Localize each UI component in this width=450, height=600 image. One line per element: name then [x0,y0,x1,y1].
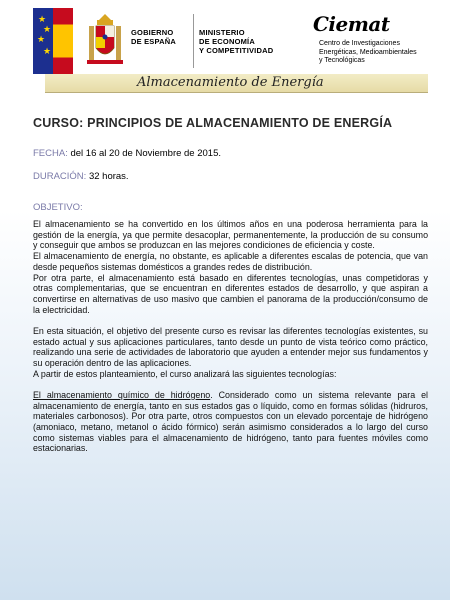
paragraph-5: A partir de estos planteamiento, el curso analizará las siguientes tecnologías: [33,368,337,379]
date-row [33,148,428,159]
government-label [131,28,176,46]
ciemat-logo: Ciemat [313,12,390,36]
ministry-line-3: Y COMPETITIVIDAD [199,46,274,55]
ministry-label [199,28,273,55]
hydrogen-text: . Considerado como un sistema relevante para el almacenamiento de energía, tanto en sus estados gas o líquido, como en formas sólidas (hidruros, materiales carbonosos). Por otra parte, otros compuestos con un elevado porcentaje de hidrógeno (amoniaco, metano, metanol o ácido fórmico) serán asimismo considerados a lo largo del curso como sistemas viables para el almacenamiento de hidrógeno, tanto para fuentes móviles como estacionarias. [33,389,428,454]
paragraph-2: El almacenamiento de energía, no obstante, es aplicable a diferentes escalas de potencia, que van desde pequeños sistemas domésticos a grandes redes de distribución. [33,251,428,272]
gov-line-2: DE ESPAÑA [131,37,177,46]
ciemat-line-1: Centro de Investigaciones [319,40,400,47]
course-title: CURSO: PRINCIPIOS DE ALMACENAMIENTO DE ENERGÍA [33,116,393,130]
date-value: del 16 al 20 de Noviembre de 2015. [70,148,222,159]
course-content [33,116,428,454]
ciemat-line-3: y Tecnológicas [319,57,365,64]
duration-value: 32 horas. [88,171,129,182]
star-icon: ★ [37,35,46,45]
spain-flag-strip [53,8,73,74]
star-icon: ★ [43,25,52,35]
title-banner [45,74,428,93]
paragraph-6 [33,390,428,454]
date-label: FECHA: [33,148,68,159]
paragraph-3: Por otra parte, el almacenamiento está basado en diferentes tecnologías, unas competidoras y otras complementarias, que se encuentran en diferentes estados de desarrollo, y que aspiran a convertirse en alternativas de uso masivo que cambien el panorama de la producción/consumo de la electricidad. [33,272,428,315]
header [33,8,428,74]
paragraph-4: En esta situación, el objetivo del presente curso es revisar las diferentes tecnologías existentes, su estado actual y sus aplicaciones particulares, tanto desde un punto de vista teórico como práctico, realizando una serie de actividades de laboratorio que ayuden a entender mejor sus fundamentos y su operación dentro de las aplicaciones. [33,325,428,368]
gov-line-1: GOBIERNO [131,28,174,37]
objective-label: OBJETIVO: [33,202,83,213]
star-icon: ★ [43,47,52,57]
coat-of-arms-icon [85,12,125,70]
hydrogen-heading: El almacenamiento químico de hidrógeno [33,389,211,400]
banner-title: Almacenamiento de Energía [137,75,324,90]
ministry-line-2: DE ECONOMÍA [199,37,255,46]
paragraph-1: El almacenamiento se ha convertido en los últimos años en una poderosa herramienta para la gestión de la energía, ya que permite desacoplar, permanentemente, la producción de su consumo y conseguir que ambos se produzcan en las mejores condiciones de eficiencia y coste. [33,219,428,251]
ciemat-line-2: Energéticas, Medioambientales [319,48,417,56]
duration-row [33,171,428,182]
star-icon: ★ [38,15,47,25]
header-divider [193,14,194,68]
ciemat-subtitle [319,40,417,66]
duration-label: DURACIÓN: [33,171,87,182]
eu-flag-strip [33,8,53,74]
ministry-line-1: MINISTERIO [199,28,245,37]
